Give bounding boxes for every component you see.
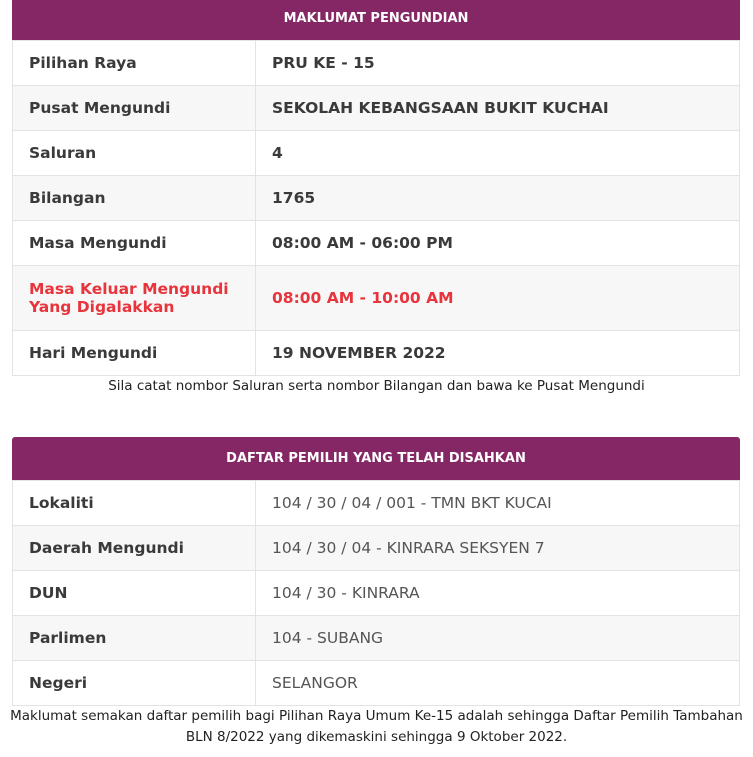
voter-register-section xyxy=(12,437,740,706)
voter-register-header: DAFTAR PEMILIH YANG TELAH DISAHKAN xyxy=(12,437,740,480)
voting-info-table xyxy=(12,40,740,376)
voter-register-note-line2: BLN 8/2022 yang dikemaskini sehingga 9 Oktober 2022. xyxy=(185,729,568,745)
polling-centre-value: SEKOLAH KEBANGSAAN BUKIT KUCHAI xyxy=(256,86,740,131)
election-value: PRU KE - 15 xyxy=(256,41,740,86)
voter-register-note xyxy=(0,706,753,748)
locality-label: Lokaliti xyxy=(13,481,256,526)
locality-value: 104 / 30 / 04 / 001 - TMN BKT KUCAI xyxy=(256,481,740,526)
voting-day-value: 19 NOVEMBER 2022 xyxy=(256,331,740,376)
stream-value: 4 xyxy=(256,131,740,176)
table-row xyxy=(13,526,740,571)
state-value: SELANGOR xyxy=(256,661,740,706)
table-row xyxy=(13,661,740,706)
voting-info-header: MAKLUMAT PENGUNDIAN xyxy=(12,0,740,40)
table-row xyxy=(13,41,740,86)
parliament-label: Parlimen xyxy=(13,616,256,661)
recommended-time-value: 08:00 AM - 10:00 AM xyxy=(256,266,740,331)
number-value: 1765 xyxy=(256,176,740,221)
polling-district-value: 104 / 30 / 04 - KINRARA SEKSYEN 7 xyxy=(256,526,740,571)
election-label: Pilihan Raya xyxy=(13,41,256,86)
table-row xyxy=(13,131,740,176)
table-row xyxy=(13,176,740,221)
polling-centre-label: Pusat Mengundi xyxy=(13,86,256,131)
voting-info-note: Sila catat nombor Saluran serta nombor Bilangan dan bawa ke Pusat Mengundi xyxy=(108,378,645,394)
stream-label: Saluran xyxy=(13,131,256,176)
voting-info-section xyxy=(12,0,740,376)
table-row xyxy=(13,616,740,661)
parliament-value: 104 - SUBANG xyxy=(256,616,740,661)
recommended-time-label: Masa Keluar Mengundi Yang Digalakkan xyxy=(13,266,256,331)
voting-time-label: Masa Mengundi xyxy=(13,221,256,266)
table-row xyxy=(13,481,740,526)
dun-label: DUN xyxy=(13,571,256,616)
table-row xyxy=(13,331,740,376)
table-row xyxy=(13,266,740,331)
table-row xyxy=(13,86,740,131)
polling-district-label: Daerah Mengundi xyxy=(13,526,256,571)
dun-value: 104 / 30 - KINRARA xyxy=(256,571,740,616)
voting-time-value: 08:00 AM - 06:00 PM xyxy=(256,221,740,266)
voting-day-label: Hari Mengundi xyxy=(13,331,256,376)
voter-register-note-line1: Maklumat semakan daftar pemilih bagi Pilihan Raya Umum Ke-15 adalah sehingga Daftar Pemilih Tambahan xyxy=(10,708,743,724)
table-row xyxy=(13,571,740,616)
state-label: Negeri xyxy=(13,661,256,706)
voter-register-table xyxy=(12,480,740,706)
table-row xyxy=(13,221,740,266)
number-label: Bilangan xyxy=(13,176,256,221)
